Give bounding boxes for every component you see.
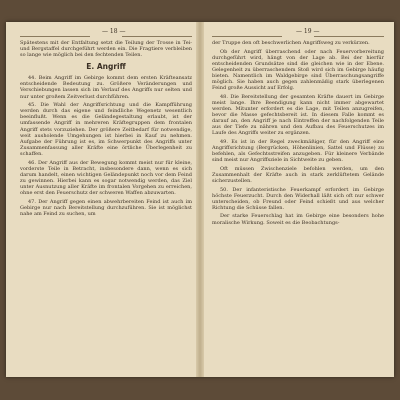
paragraph: 50. Der infanteristische Feuerkampf erfordert im Gebirge höchste Feuerzucht. Durch den Widerhall läßt sich oft nur schwer unterscheiden, ob Freund oder Feind schießt und aus welcher Richtung die Schüsse fallen. <box>212 186 384 211</box>
header-rule <box>314 36 384 37</box>
book-gutter <box>196 22 204 377</box>
paragraph: der Truppe den oft beschwerlichen Angriffsweg zu verkürzen. <box>212 40 370 46</box>
paragraph: Ob der Angriff überraschend oder nach Feuervorbereitung durchgeführt wird, hängt von der Lage ab. Bei der hierfür entscheidenden Grundsätze sind die gleichen wie in der Ebene. Gelegenheit zu überraschendem Stoß wird sich im Gebirge häufig bieten. Namentlich im Waldgebirge sind Überraschungsangriffe möglich. Sie haben auch gegen zahlenmäßig stark überlegenen Feind große Aussicht auf Erfolg. <box>212 48 384 92</box>
book-spread <box>6 22 394 377</box>
paragraph: Der starke Feuerschlag hat im Gebirge eine besonders hohe moralische Wirkung. Soweit es die Beobachtungs- <box>212 213 384 226</box>
paragraph: 49. Es ist in der Regel zweckmäßiger, für den Angriff eine Angriffsrichtung (Bergrücken, Höhenlinien, Sattel und Flüsse) zu befehlen, als Gefechtsstreifen anzugeben. Für kleinere Verbände sind meist nur Angriffsziele in Sichtweite zu geben. <box>212 138 384 164</box>
paragraph: 47. Der Angriff gegen einen abwehrbereiten Feind ist auch im Gebirge nur nach Bereitstellung durchzuführen. Sie ist möglichst nahe am Feind zu suchen, um <box>20 198 192 217</box>
paragraph: 46. Der Angriff aus der Bewegung kommt meist nur für kleine, vorderste Teile in Betracht, insbesondere dann, wenn es sich darum handelt, einen wichtigen Geländepunkt noch vor dem Feind zu gewinnen. Hierbei kann es sogar notwendig werden, das Ziel unter Ausnutzung aller Kräfte im frontalen Vorgehen zu erreichen, ohne erst den Feuerschutz der schweren Waffen abzuwarten. <box>20 159 192 196</box>
paragraph: Oft müssen Zwischenziele befohlen werden, um den Zusammenhalt der Kräfte auch in stark zerklüftetem Gelände sicherzustellen. <box>212 165 384 184</box>
header-rule <box>20 36 90 37</box>
paragraph: 48. Die Bereitstellung der gesamten Kräfte dauert im Gebirge meist lange. Ihre Beendigung kann nicht immer abgewartet werden. Mitunter erfordert es die Lage, mit Teilen anzugreifen, bevor die Masse gefechtsbereit ist. In diesem Falle kommt es darauf an, den Angriff je nach Eintreffen der nachfolgenden Teile aus der Tiefe zu nähren und den Aufbau des Feuerschutzes im Laufe des Angriffs weiter zu ergänzen. <box>212 93 384 137</box>
right-page <box>212 40 384 370</box>
section-title: E. Angriff <box>86 62 126 72</box>
page-number-right: — 19 — <box>296 28 320 35</box>
header-rule <box>212 36 282 37</box>
paragraph: Spätestens mit der Entfaltung setzt die Teilung der Trosse in Tei- und Bergstaffel durchgeführt werden ein. Die Fragtiere verbleiben so lange wie möglich bei den fechtenden Teilen. <box>20 40 192 59</box>
page-number-left: — 18 — <box>102 28 126 35</box>
paragraph: 45. Die Wahl der Angriffsrichtung und die Kampfführung werden durch das eigene und feindliche Wegenetz wesentlich beeinflußt. Wenn es die Geländegestaltung erlaubt, ist der umfassende Angriff in mehreren Kräftegruppen dem frontalen Angriff stets vorzuziehen. Der größere Zeitbedarf für notwendige, weit ausholende Umgehungen ist hierbei in Kauf zu nehmen. Aufgabe der Führung ist es, im Schwerpunkt des Angriffs unter Zusammenfassung aller Kräfte eine örtliche Überlegenheit zu schaffen. <box>20 102 192 157</box>
left-page <box>20 40 192 370</box>
paragraph: 44. Beim Angriff im Gebirge kommt dem ersten Kräfteansatz entscheidende Bedeutung zu. Größere Veränderungen und Verschiebungen lassen sich im Verlauf des Angriffs nur selten und nur unter großem Zeitverlust durchführen. <box>20 75 192 100</box>
header-rule <box>122 36 192 37</box>
